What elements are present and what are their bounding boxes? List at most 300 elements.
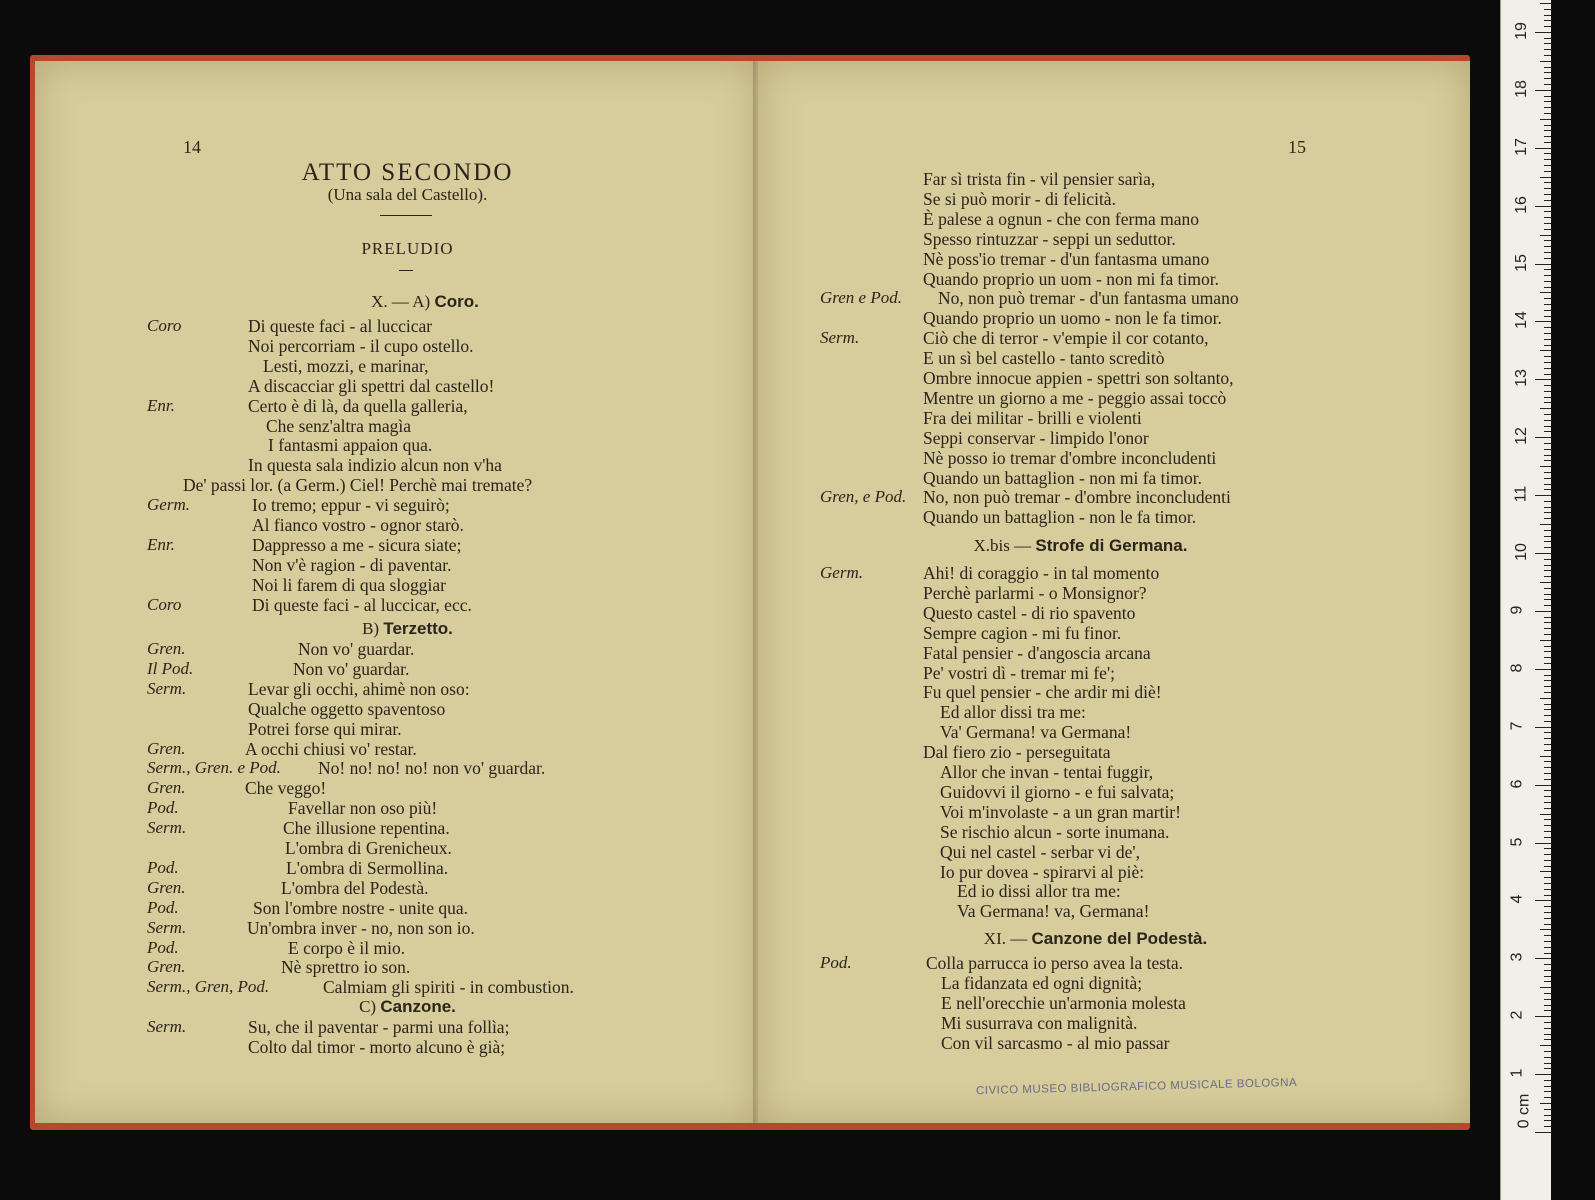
verse-line: Se rischio alcun - sorte inumana. <box>940 821 1170 842</box>
verse-line: Allor che invan - tentai fuggir, <box>940 762 1154 782</box>
library-stamp: CIVICO MUSEO BIBLIOGRAFICO MUSICALE BOLOGNA <box>975 1076 1298 1098</box>
verse-line: Fra dei militar - brilli e violenti <box>923 407 1142 428</box>
verse-line: Nè poss'io tremar - d'un fantasma umano <box>923 248 1210 269</box>
ruler-tick <box>1540 3 1551 4</box>
verse-line: Al fianco vostro - ognor starò. <box>252 515 464 535</box>
ruler-tick <box>1544 802 1551 803</box>
ruler-tick <box>1544 72 1551 73</box>
ruler-tick <box>1544 211 1551 212</box>
ruler-tick <box>1540 987 1551 988</box>
ruler-number: 1 <box>1508 1068 1526 1078</box>
ruler-tick <box>1544 345 1551 346</box>
speaker-label: Il Pod. <box>147 658 194 678</box>
ruler-tick <box>1544 819 1551 820</box>
ruler-tick <box>1544 1005 1551 1006</box>
verse-line: Che senz'altra magìa <box>266 415 412 436</box>
ruler-tick <box>1544 767 1551 768</box>
divider <box>399 270 413 271</box>
ruler-tick <box>1544 229 1551 230</box>
ruler-tick <box>1544 426 1551 427</box>
ruler-tick <box>1544 281 1551 282</box>
verse-line: Con vil sarcasmo - al mio passar <box>941 1032 1170 1053</box>
ruler-tick <box>1544 1022 1551 1023</box>
ruler-tick <box>1544 860 1551 861</box>
ruler-tick <box>1544 414 1551 415</box>
ruler-tick <box>1544 761 1551 762</box>
ruler-tick <box>1535 843 1551 844</box>
verse-line: Guidovvi il giorno - e fui salvata; <box>940 781 1175 802</box>
ruler-tick <box>1544 709 1551 710</box>
ruler-tick <box>1544 918 1551 919</box>
ruler-tick <box>1544 617 1551 618</box>
ruler-tick <box>1535 206 1551 207</box>
ruler-tick <box>1544 1034 1551 1035</box>
ruler-tick <box>1544 246 1551 247</box>
ruler-tick <box>1544 258 1551 259</box>
ruler-tick <box>1544 304 1551 305</box>
ruler-tick <box>1544 599 1551 600</box>
verse-line: Non vo' guardar. <box>298 639 415 659</box>
ruler-tick <box>1544 912 1551 913</box>
verse-line: Che illusione repentina. <box>283 818 450 839</box>
verse-line: Ed io dissi allor tra me: <box>957 881 1121 902</box>
ruler-tick <box>1544 159 1551 160</box>
verse-line: Di queste faci - al luccicar <box>248 316 433 336</box>
ruler-tick <box>1544 634 1551 635</box>
speaker-label: Serm., Gren. e Pod. <box>147 758 281 778</box>
ruler-tick <box>1544 1086 1551 1087</box>
ruler-tick <box>1544 431 1551 432</box>
speaker-label: Serm. <box>147 678 187 698</box>
ruler-tick <box>1535 1074 1551 1075</box>
verse-line: Fu quel pensier - che ardir mi diè! <box>923 682 1162 703</box>
verse-line: Favellar non oso più! <box>288 798 438 819</box>
ruler-tick <box>1544 565 1551 566</box>
ruler-tick <box>1540 61 1551 62</box>
verse-line: L'ombra del Podestà. <box>281 877 429 898</box>
ruler-number: 2 <box>1508 1010 1526 1020</box>
ruler-tick <box>1535 900 1551 901</box>
ruler-tick <box>1544 153 1551 154</box>
ruler-tick <box>1544 825 1551 826</box>
ruler-tick <box>1544 1063 1551 1064</box>
verse-line: Potrei forse qui mirar. <box>248 718 402 739</box>
verse-line: De' passi lor. (a Germ.) Ciel! Perchè mai tremate? <box>183 475 533 496</box>
section-heading: XI. — Canzone del Podestà. <box>983 929 1208 948</box>
verse-line: Voi m'involaste - a un gran martir! <box>940 801 1181 822</box>
verse-line: Levar gli occhi, ahimè non oso: <box>248 678 470 699</box>
verse-line: In questa sala indizio alcun non v'ha <box>248 455 502 476</box>
ruler-unit-label: 0 cm <box>1515 1093 1533 1129</box>
ruler-tick <box>1544 744 1551 745</box>
ruler-tick <box>1535 437 1551 438</box>
ruler-number: 16 <box>1512 195 1530 214</box>
ruler-tick <box>1544 9 1551 10</box>
ruler-tick <box>1540 350 1551 351</box>
speaker-label: Serm. <box>147 818 187 838</box>
verse-line: Sempre cagion - mi fu finor. <box>923 622 1122 643</box>
ruler-tick <box>1544 889 1551 890</box>
ruler-tick <box>1544 790 1551 791</box>
ruler-tick <box>1544 391 1551 392</box>
verse-line: Qui nel castel - serbar vi de', <box>940 841 1140 862</box>
ruler-tick <box>1535 32 1551 33</box>
ruler-tick <box>1544 171 1551 172</box>
verse-line: No, non può tremar - d'ombre inconcludenti <box>923 487 1231 508</box>
ruler-tick <box>1544 773 1551 774</box>
ruler-tick <box>1535 90 1551 91</box>
ruler-tick <box>1544 385 1551 386</box>
verse-line: Dappresso a me - sicura siate; <box>252 534 462 555</box>
verse-line: Quando proprio un uom - non mi fa timor. <box>923 268 1220 289</box>
verse-line: E un sì bel castello - tanto screditò <box>923 348 1165 369</box>
ruler-tick <box>1544 1080 1551 1081</box>
ruler-tick <box>1544 55 1551 56</box>
verse-line: Mentre un giorno a me - peggio assai toccò <box>923 387 1227 408</box>
ruler-tick <box>1544 507 1551 508</box>
speaker-label: Serm., Gren, Pod. <box>147 977 270 997</box>
ruler-tick <box>1544 136 1551 137</box>
verse-line: Questo castel - di rio spavento <box>923 602 1136 623</box>
ruler-tick <box>1544 953 1551 954</box>
speaker-label: Serm. <box>147 1017 187 1036</box>
verse-line: Di queste faci - al luccicar, ecc. <box>252 594 472 615</box>
ruler-tick <box>1544 125 1551 126</box>
verse-line: Che veggo! <box>245 778 327 799</box>
ruler-tick <box>1544 808 1551 809</box>
ruler-tick <box>1544 1115 1551 1116</box>
ruler-tick <box>1544 101 1551 102</box>
ruler-tick <box>1544 443 1551 444</box>
ruler-tick <box>1544 866 1551 867</box>
ruler-tick <box>1535 148 1551 149</box>
ruler-tick <box>1544 715 1551 716</box>
ruler-tick <box>1544 15 1551 16</box>
ruler-tick <box>1544 530 1551 531</box>
verse-line: A discacciar gli spettri dal castello! <box>248 375 495 396</box>
ruler-tick <box>1535 785 1551 786</box>
ruler-tick <box>1544 460 1551 461</box>
ruler-tick <box>1540 408 1551 409</box>
speaker-label: Gren. <box>147 778 186 798</box>
ruler-tick <box>1544 252 1551 253</box>
ruler-tick <box>1544 472 1551 473</box>
ruler-tick <box>1544 113 1551 114</box>
verse-line: Son l'ombre nostre - unite qua. <box>253 897 469 918</box>
ruler-tick <box>1544 692 1551 693</box>
ruler-tick <box>1544 837 1551 838</box>
ruler-tick <box>1540 1045 1551 1046</box>
ruler-tick <box>1544 1028 1551 1029</box>
ruler-tick <box>1544 779 1551 780</box>
ruler-number: 17 <box>1512 137 1530 156</box>
verse-line: Noi percorriam - il cupo ostello. <box>248 335 474 356</box>
ruler-tick <box>1544 78 1551 79</box>
ruler-tick <box>1540 582 1551 583</box>
ruler-tick <box>1544 200 1551 201</box>
ruler-tick <box>1535 321 1551 322</box>
speaker-label: Gren. <box>147 639 186 658</box>
ruler-tick <box>1544 738 1551 739</box>
verse-line: Ombre innocue appien - spettri son soltanto, <box>923 368 1234 388</box>
ruler-tick <box>1544 20 1551 21</box>
ruler-number: 6 <box>1508 779 1526 789</box>
ruler-tick <box>1544 142 1551 143</box>
verse-line: Io pur dovea - spirarvi al piè: <box>940 861 1145 882</box>
speaker-label: Serm. <box>820 328 860 348</box>
ruler-tick <box>1544 397 1551 398</box>
section-heading: B) Terzetto. <box>362 619 453 638</box>
ruler-tick <box>1544 49 1551 50</box>
ruler-tick <box>1544 501 1551 502</box>
ruler-tick <box>1544 883 1551 884</box>
ruler-number: 15 <box>1512 253 1530 272</box>
ruler-tick <box>1544 680 1551 681</box>
speaker-label: Coro <box>147 594 182 614</box>
verse-line: Certo è di là, da quella galleria, <box>248 395 468 416</box>
ruler-tick <box>1544 130 1551 131</box>
ruler-tick <box>1544 854 1551 855</box>
ruler-tick <box>1544 43 1551 44</box>
ruler-tick <box>1544 970 1551 971</box>
verse-line: La fidanzata ed ogni dignità; <box>941 972 1143 993</box>
ruler-tick <box>1544 622 1551 623</box>
ruler-tick <box>1535 727 1551 728</box>
ruler-tick <box>1544 1126 1551 1127</box>
ruler-number: 5 <box>1508 837 1526 846</box>
ruler-tick <box>1544 310 1551 311</box>
verse-line: Su, che il paventar - parmi una follìa; <box>248 1017 510 1037</box>
ruler-tick <box>1544 732 1551 733</box>
ruler-number: 10 <box>1512 543 1530 561</box>
ruler-number: 14 <box>1512 311 1530 330</box>
verse-line: Fatal pensier - d'angoscia arcana <box>923 642 1151 663</box>
ruler-tick <box>1544 536 1551 537</box>
ruler-number: 4 <box>1508 894 1526 904</box>
ruler-tick <box>1544 541 1551 542</box>
verse-line: Va Germana! va, Germana! <box>957 901 1150 922</box>
ruler-tick <box>1535 264 1551 265</box>
ruler-tick <box>1544 1120 1551 1121</box>
ruler-number: 19 <box>1512 21 1530 40</box>
ruler-number: 12 <box>1512 427 1530 446</box>
ruler-tick <box>1540 929 1551 930</box>
ruler-tick <box>1544 877 1551 878</box>
verse-line: Ciò che di terror - v'empie il cor cotanto, <box>923 328 1209 349</box>
section-heading: X. — A) Coro. <box>371 292 479 311</box>
ruler-tick <box>1544 848 1551 849</box>
act-subtitle: (Una sala del Castello). <box>327 185 488 204</box>
speaker-label: Enr. <box>147 395 175 415</box>
ruler-tick <box>1540 698 1551 699</box>
ruler-tick <box>1544 240 1551 241</box>
ruler-tick <box>1544 1109 1551 1110</box>
section-heading: C) Canzone. <box>359 997 456 1016</box>
verse-line: Colto dal timor - morto alcuno è già; <box>248 1036 506 1057</box>
ruler-tick <box>1544 420 1551 421</box>
verse-line: Non vo' guardar. <box>293 658 410 679</box>
ruler-tick <box>1544 1068 1551 1069</box>
ruler-number: 8 <box>1508 663 1526 673</box>
ruler-tick <box>1544 605 1551 606</box>
speaker-label: Germ. <box>147 495 190 515</box>
ruler-tick <box>1544 484 1551 485</box>
ruler-tick <box>1544 368 1551 369</box>
ruler-tick <box>1544 356 1551 357</box>
ruler-tick <box>1544 269 1551 270</box>
speaker-label: Coro <box>147 316 182 335</box>
ruler-tick <box>1544 67 1551 68</box>
verse-line: Perchè parlarmi - o Monsignor? <box>923 582 1147 603</box>
verse-line: Ed allor dissi tra me: <box>940 702 1086 723</box>
ruler-tick <box>1544 287 1551 288</box>
verse-line: L'ombra di Grenicheux. <box>285 838 452 858</box>
ruler-number: 3 <box>1508 952 1526 962</box>
ruler-tick <box>1544 298 1551 299</box>
speaker-label: Pod. <box>147 937 179 957</box>
verse-line: Va' Germana! va Germana! <box>940 722 1132 743</box>
ruler-tick <box>1544 721 1551 722</box>
section-heading: X.bis — Strofe di Germana. <box>973 536 1188 555</box>
ruler-tick <box>1544 1010 1551 1011</box>
ruler-tick <box>1535 611 1551 612</box>
ruler-tick <box>1544 223 1551 224</box>
verse-line: Pe' vostri dì - tremar mi fe'; <box>923 662 1115 683</box>
verse-line: È palese a ognun - che con ferma mano <box>923 208 1199 229</box>
prelude-heading: PRELUDIO <box>361 239 454 258</box>
speaker-label: Germ. <box>820 563 863 582</box>
verse-line: Ahi! di coraggio - in tal momento <box>923 563 1160 583</box>
ruler-tick <box>1544 947 1551 948</box>
speaker-label: Pod. <box>147 897 179 917</box>
verse-line: Noi li farem di qua sloggiar <box>252 574 446 595</box>
speaker-label: Enr. <box>147 534 175 554</box>
ruler-tick <box>1544 96 1551 97</box>
ruler-tick <box>1535 1132 1551 1133</box>
divider <box>380 215 432 216</box>
ruler-tick <box>1544 188 1551 189</box>
ruler-tick <box>1544 449 1551 450</box>
speaker-label: Serm. <box>147 917 187 937</box>
verse-line: Nè posso io tremar d'ombre inconcludenti <box>923 447 1217 468</box>
ruler-tick <box>1544 489 1551 490</box>
ruler-tick <box>1544 576 1551 577</box>
page-number: 14 <box>183 137 201 157</box>
verse-line: E nell'orecchie un'armonia molesta <box>941 992 1186 1013</box>
ruler-tick <box>1540 1103 1551 1104</box>
ruler-number: 11 <box>1512 485 1530 503</box>
ruler-tick <box>1544 327 1551 328</box>
ruler-tick <box>1544 663 1551 664</box>
ruler-tick <box>1544 941 1551 942</box>
verse-line: Lesti, mozzi, e marinar, <box>263 355 429 376</box>
ruler-tick <box>1544 646 1551 647</box>
verse-line: Nè sprettro io son. <box>281 957 411 978</box>
ruler-tick <box>1544 657 1551 658</box>
ruler-tick <box>1544 704 1551 705</box>
ruler-tick <box>1540 640 1551 641</box>
ruler-tick <box>1544 1091 1551 1092</box>
ruler-tick <box>1535 958 1551 959</box>
ruler-tick <box>1544 84 1551 85</box>
ruler-tick <box>1540 756 1551 757</box>
ruler-tick <box>1544 275 1551 276</box>
ruler-tick <box>1544 924 1551 925</box>
ruler-tick <box>1544 1039 1551 1040</box>
verse-line: Colla parrucca io perso avea la testa. <box>926 953 1184 973</box>
speaker-label: Gren e Pod. <box>820 288 902 308</box>
ruler-tick <box>1535 553 1551 554</box>
ruler-tick <box>1544 935 1551 936</box>
ruler-tick <box>1535 1016 1551 1017</box>
right-page <box>758 61 1470 1123</box>
verse-line: Quando un battaglion - non mi fa timor. <box>923 467 1202 488</box>
ruler-tick <box>1544 686 1551 687</box>
verse-line: I fantasmi appaion qua. <box>268 435 433 456</box>
verse-line: E corpo è il mio. <box>288 937 406 958</box>
ruler-tick <box>1544 981 1551 982</box>
ruler-tick <box>1540 524 1551 525</box>
ruler-tick <box>1544 26 1551 27</box>
ruler-tick <box>1544 588 1551 589</box>
ruler-tick <box>1544 1097 1551 1098</box>
ruler-tick <box>1544 796 1551 797</box>
ruler-tick <box>1540 235 1551 236</box>
ruler-number: 7 <box>1508 721 1526 731</box>
speaker-label: Gren. <box>147 738 186 758</box>
ruler-tick <box>1544 831 1551 832</box>
ruler-tick <box>1544 165 1551 166</box>
verse-line: Spesso rintuzzar - seppi un seduttor. <box>923 228 1176 249</box>
speaker-label: Pod. <box>147 798 179 818</box>
ruler-tick <box>1544 38 1551 39</box>
ruler-tick <box>1544 993 1551 994</box>
ruler-tick <box>1544 570 1551 571</box>
ruler-tick <box>1544 964 1551 965</box>
ruler-tick <box>1544 895 1551 896</box>
ruler-tick <box>1544 512 1551 513</box>
verse-line: Un'ombra inver - no, non son io. <box>247 917 475 938</box>
ruler-tick <box>1544 339 1551 340</box>
verse-line: Quando un battaglion - non le fa timor. <box>923 507 1197 528</box>
verse-line: Mi susurrava con malignità. <box>941 1012 1138 1033</box>
ruler-tick <box>1544 1051 1551 1052</box>
ruler-tick <box>1535 379 1551 380</box>
verse-line: Quando proprio un uomo - non le fa timor. <box>923 308 1222 329</box>
ruler-tick <box>1544 182 1551 183</box>
ruler-tick <box>1535 669 1551 670</box>
verse-line: Non v'è ragion - di paventar. <box>252 554 452 575</box>
ruler-tick <box>1544 1057 1551 1058</box>
verse-line: Se si può morir - di felicità. <box>923 188 1116 209</box>
ruler-tick <box>1544 194 1551 195</box>
verse-line: Calmiam gli spiriti - in combustion. <box>323 977 574 998</box>
ruler-tick <box>1544 750 1551 751</box>
ruler-tick <box>1540 292 1551 293</box>
ruler-tick <box>1544 402 1551 403</box>
ruler-tick <box>1535 495 1551 496</box>
ruler-tick <box>1544 547 1551 548</box>
ruler-number: 18 <box>1512 79 1530 98</box>
speaker-label: Pod. <box>820 953 852 972</box>
verse-line: No! no! no! no! non vo' guardar. <box>318 758 546 779</box>
ruler-tick <box>1544 559 1551 560</box>
ruler-tick <box>1544 906 1551 907</box>
ruler-tick <box>1544 217 1551 218</box>
verse-line: Seppi conservar - limpido l'onor <box>923 427 1149 448</box>
verse-line: L'ombra di Sermollina. <box>286 857 449 878</box>
ruler-tick <box>1540 814 1551 815</box>
